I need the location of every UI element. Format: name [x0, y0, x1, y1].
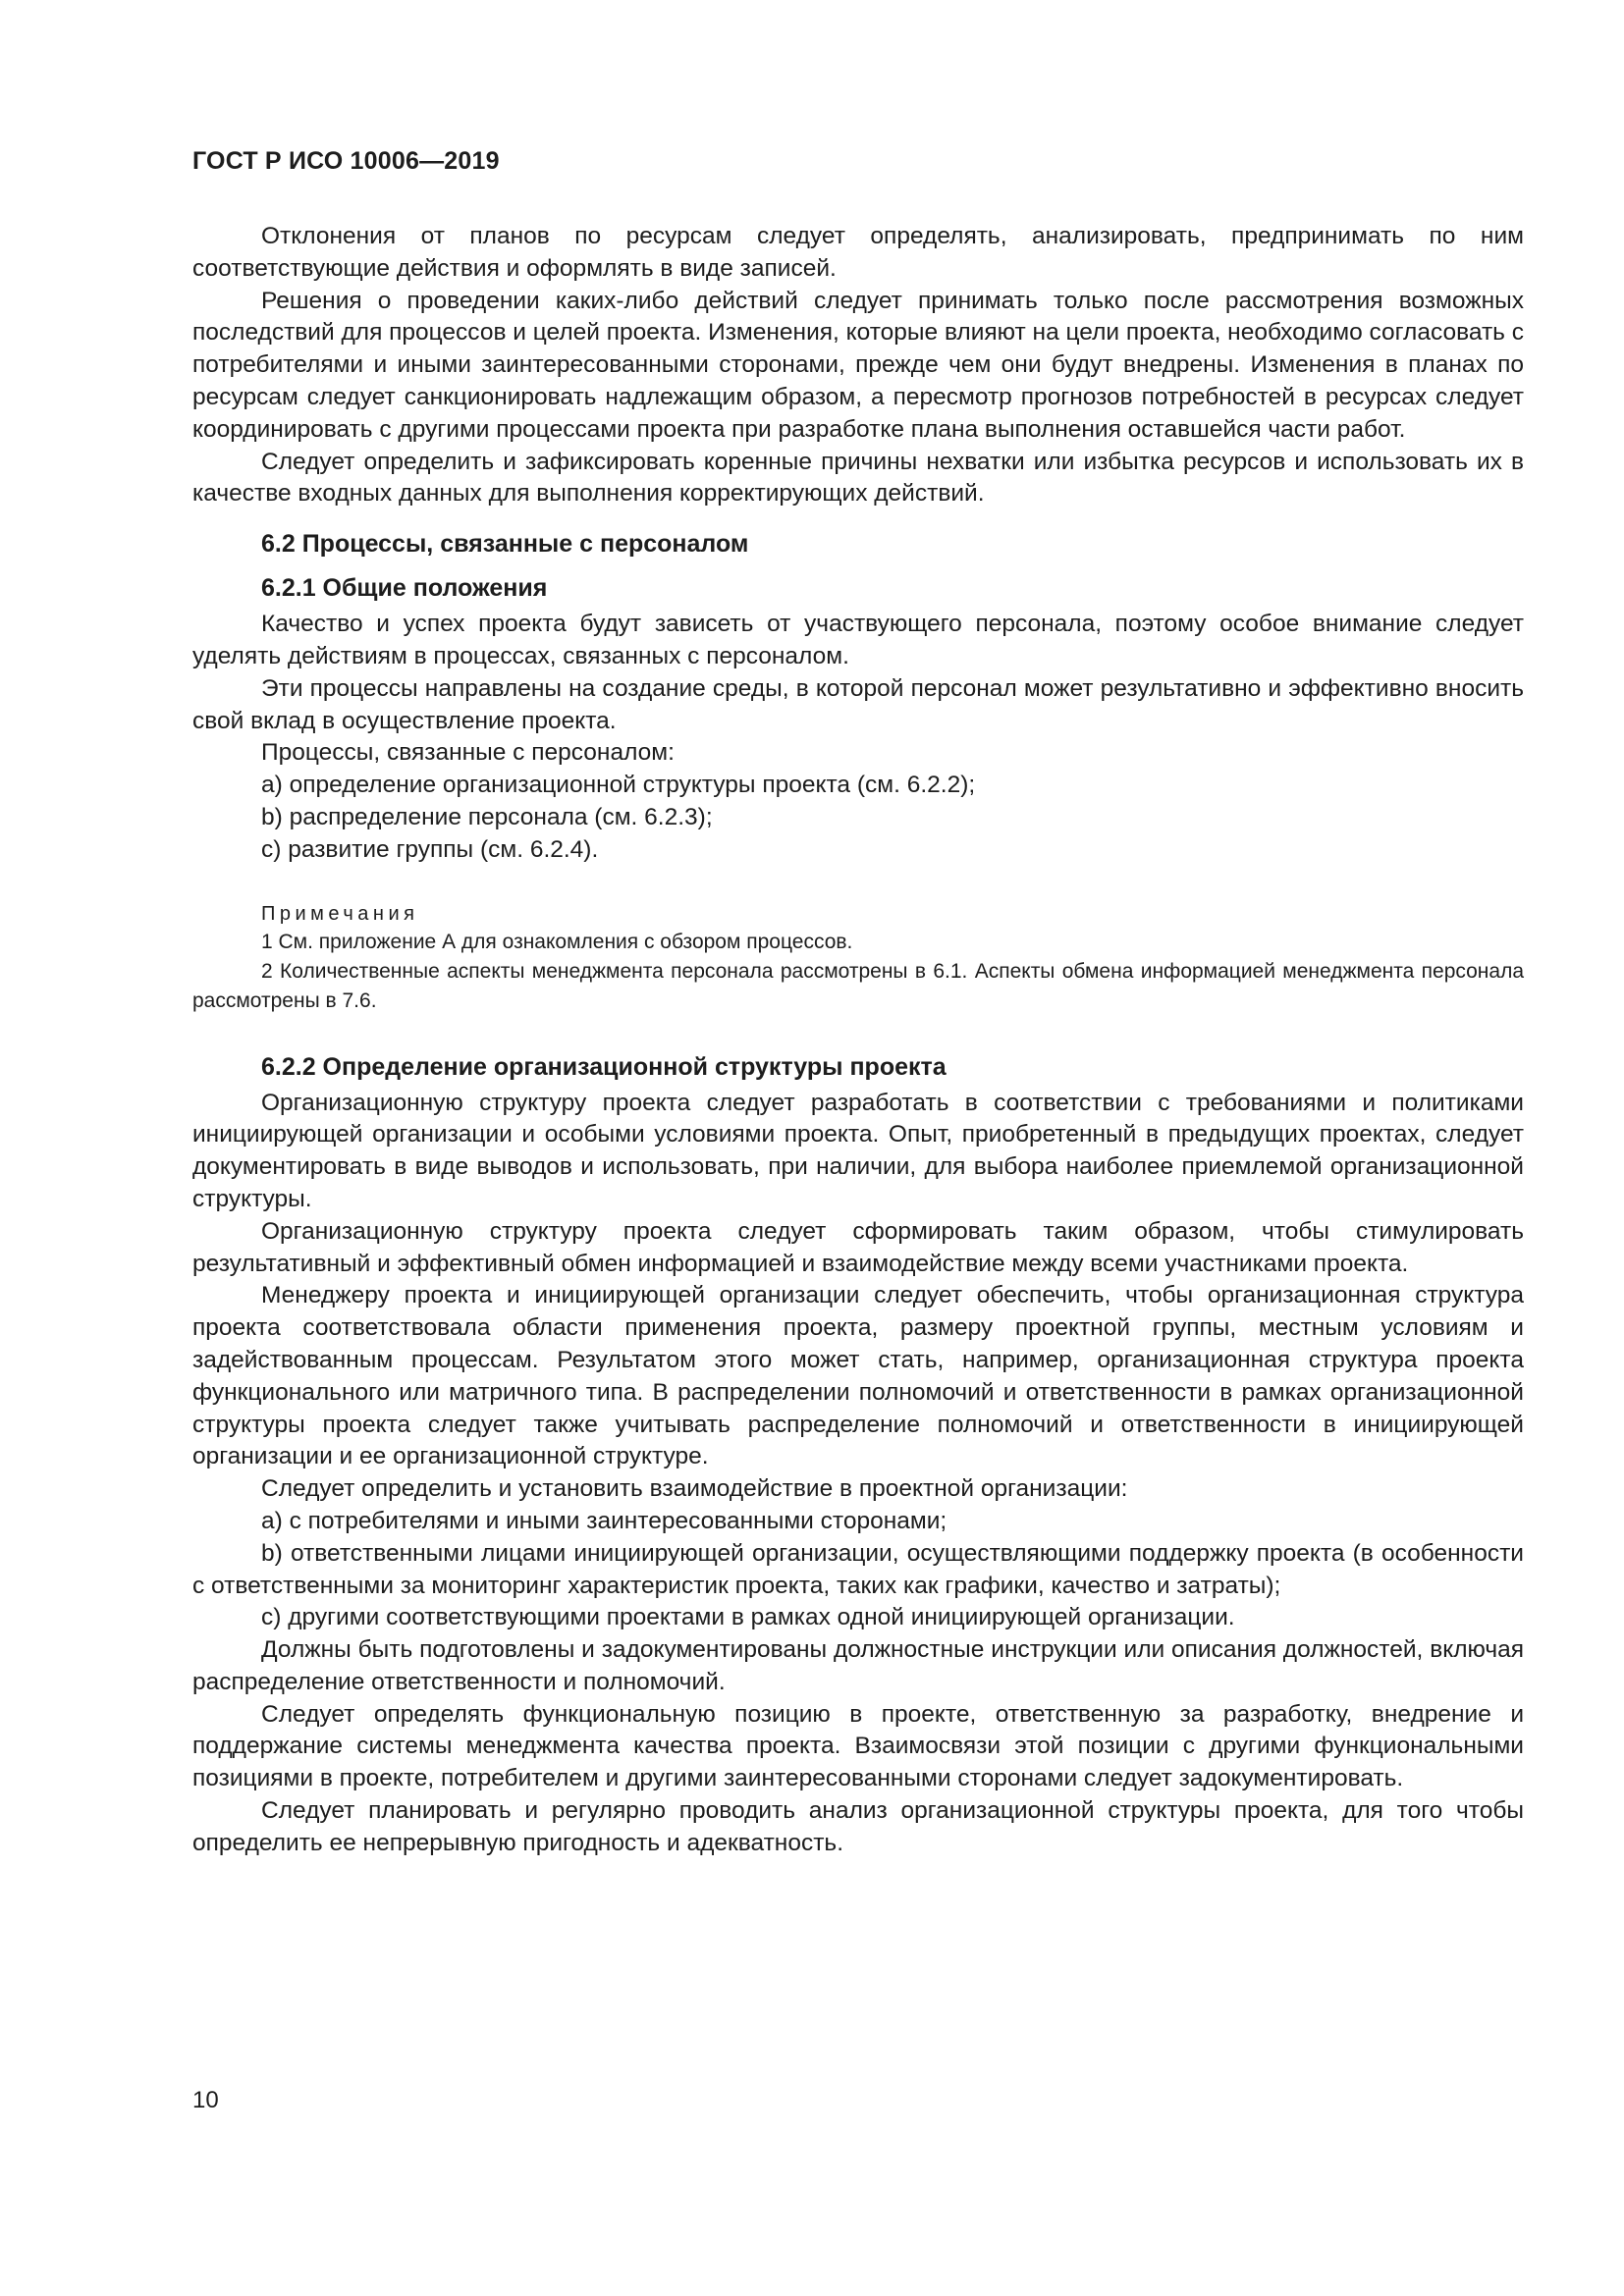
note-item: 2 Количественные аспекты менеджмента персонала рассмотрены в 6.1. Аспекты обмена информацией менеджмента персонала рассмотрены в 7.6. [192, 959, 1524, 1012]
paragraph: Менеджеру проекта и инициирующей организации следует обеспечить, чтобы организационная структура проекта соответствовала области применения проекта, размеру проектной группы, местным условиям и задействованным процессам. Результатом этого может стать, например, организационная структура проекта функционального или матричного типа. В распределении полномочий и ответственности в рамках организационной структуры проекта следует также учитывать распределение полномочий и ответственности в инициирующей организации и ее организационной структуре. [192, 1282, 1524, 1470]
list-item: a) с потребителями и иными заинтересованными сторонами; [261, 1507, 947, 1534]
paragraph: Эти процессы направлены на создание среды, в которой персонал может результативно и эффективно вносить свой вклад в осуществление проекта. [192, 674, 1524, 734]
section-heading-6-2-1: 6.2.1 Общие положения [261, 574, 548, 603]
paragraph: Организационную структуру проекта следует разработать в соответствии с требованиями и политиками инициирующей организации и особыми условиями проекта. Опыт, приобретенный в предыдущих проектах, следует документировать в виде выводов и использовать, при наличии, для выбора наиболее приемлемой организационной структуры. [192, 1089, 1524, 1212]
paragraph: Следует определить и зафиксировать коренные причины нехватки или избытка ресурсов и использовать их в качестве входных данных для выполнения корректирующих действий. [192, 448, 1524, 507]
paragraph: Отклонения от планов по ресурсам следует определять, анализировать, предпринимать по ним соответствующие действия и оформлять в виде записей. [192, 223, 1524, 282]
paragraph: Организационную структуру проекта следует сформировать таким образом, чтобы стимулировать результативный и эффективный обмен информацией и взаимодействие между всеми участниками проекта. [192, 1217, 1524, 1277]
list-item: a) определение организационной структуры проекта (см. 6.2.2); [261, 772, 976, 799]
note-item: 1 См. приложение А для ознакомления с обзором процессов. [261, 930, 853, 953]
page-number: 10 [192, 2087, 219, 2113]
document-header: ГОСТ Р ИСО 10006—2019 [192, 147, 500, 175]
paragraph: Следует определять функциональную позицию в проекте, ответственную за разработку, внедрение и поддержание системы менеджмента качества проекта. Взаимосвязи этой позиции с другими функциональными позициями в проекте, потребителем и другими заинтересованными сторонами следует задокументировать. [192, 1700, 1524, 1792]
list-item: c) другими соответствующими проектами в рамках одной инициирующей организации. [261, 1604, 1235, 1631]
paragraph: Решения о проведении каких-либо действий следует принимать только после рассмотрения возможных последствий для процессов и целей проекта. Изменения, которые влияют на цели проекта, необходимо согласовать с потребителями и иными заинтересованными сторонами, прежде чем они будут внедрены. Изменения в планах по ресурсам следует санкционировать надлежащим образом, а пересмотр прогнозов потребностей в ресурсах следует координировать с другими процессами проекта при разработке плана выполнения оставшейся части работ. [192, 287, 1524, 443]
paragraph: Процессы, связанные с персоналом: [261, 739, 675, 767]
intro-block [192, 221, 1524, 510]
paragraph: Качество и успех проекта будут зависеть от участвующего персонала, поэтому особое внимание следует уделять действиям в процессах, связанных с персоналом. [192, 611, 1524, 669]
paragraph: Должны быть подготовлены и задокументированы должностные инструкции или описания должностей, включая распределение ответственности и полномочий. [192, 1636, 1524, 1695]
list-item: c) развитие группы (см. 6.2.4). [261, 835, 599, 863]
paragraph: Следует планировать и регулярно проводить анализ организационной структуры проекта, для того чтобы определить ее непрерывную пригодность и адекватность. [192, 1797, 1524, 1856]
notes-block [192, 900, 1524, 1016]
list-item: b) распределение персонала (см. 6.2.3); [261, 803, 713, 830]
paragraph: Следует определить и установить взаимодействие в проектной организации: [261, 1475, 1128, 1503]
notes-title: Примечания [261, 902, 419, 925]
section-heading-6-2: 6.2 Процессы, связанные с персоналом [261, 530, 749, 559]
section-heading-6-2-2: 6.2.2 Определение организационной структуры проекта [261, 1052, 947, 1081]
document-page [192, 147, 1524, 1860]
list-item: b) ответственными лицами инициирующей организации, осуществляющими поддержку проекта (в особенности с ответственными за мониторинг характеристик проекта, таких как графики, качество и затраты); [192, 1539, 1524, 1599]
